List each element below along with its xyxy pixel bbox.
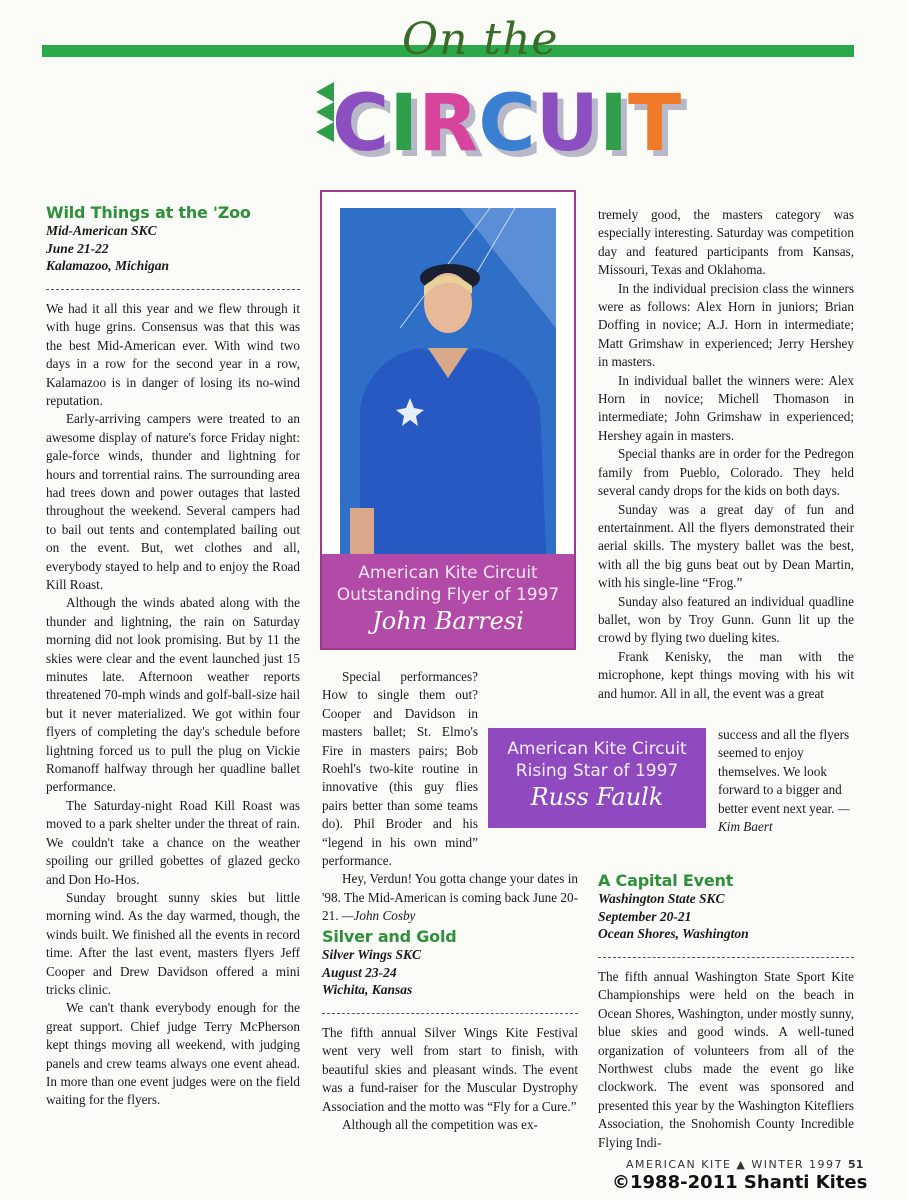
section-title-circuit	[332, 72, 682, 169]
event-date: September 20-21	[598, 908, 692, 924]
rising-name: Russ Faulk	[530, 783, 664, 811]
paragraph: We had it all this year and we flew through it with huge grins. Consensus was that this was the best Mid-American ever. With wind two days in a row for the second year in a row, Kalamazoo is in danger of losing its no-wind reputation.	[46, 300, 300, 408]
rising-star-box	[488, 728, 706, 828]
divider	[598, 957, 854, 958]
caption-line-1: American Kite Circuit	[358, 563, 538, 583]
circuit-letter: I	[389, 79, 419, 169]
byline: —John Cosby	[341, 908, 416, 924]
event-location: Kalamazoo, Michigan	[46, 258, 170, 274]
event-location: Wichita, Kansas	[322, 982, 413, 998]
magazine-name: AMERICAN KITE	[626, 1158, 732, 1171]
circuit-letter: R	[418, 79, 479, 169]
event-location: Ocean Shores, Washington	[598, 926, 749, 942]
paragraph: tremely good, the masters category was especially interesting. Saturday was competition day and featured participants from Kansas, Missouri, Texas and Oklahoma.	[598, 207, 854, 278]
page-footer	[626, 1158, 863, 1171]
paragraph: In individual ballet the winners were: Alex Horn in novice; Michell Thomason in intermediate; John Grimshaw in experienced; Hershey again in masters.	[598, 372, 854, 443]
paragraph: The fifth annual Washington State Sport Kite Championships were held on the beach in Ocean Shores, Washington, under mostly sunny, blue skies and good winds. A well-tuned organization of volunteers from all of the Northwest clubs made the event go like clockwork. The event was sponsored and presented this year by the Washington Kitefliers Association, the Snohomish County Incredible Flying Indi-	[598, 968, 854, 1150]
byline: —Kim Baert	[718, 800, 850, 835]
paragraph: Special thanks are in order for the Pedregon family from Pueblo, Colorado. They held several candy drops for the kids on both days.	[598, 446, 854, 499]
paragraph: Sunday was a great day of fun and entertainment. All the flyers demonstrated their aerial skills. The mystery ballet was the best, with all the big guns beat out by Dean Martin, with his single-line “Frog.”	[598, 501, 854, 591]
paragraph: Early-arriving campers were treated to an awesome display of nature's force Friday night: gale-force winds, thunder and lightning for hours and torrential rains. The surrounding area had trees down and power outages that lasted throughout the weekend. Several campers had to bail out tents and contemplated bailing out on the event. But, wet clothes and all, everybody stayed to help and to enjoy the Road Kill Roast.	[46, 411, 300, 592]
person-photo-icon	[340, 208, 556, 554]
article-silver-and-gold	[322, 928, 578, 1134]
caption-name: John Barresi	[372, 607, 524, 635]
circuit-letter: C	[332, 79, 390, 169]
divider	[322, 1013, 578, 1014]
section-title-on-the: On the	[402, 14, 559, 65]
event-name: Washington State SKC	[598, 891, 725, 907]
issue: WINTER 1997	[751, 1158, 844, 1171]
paragraph-text: success and all the flyers seemed to enjoy themselves. We look forward to a bigger and better event next year.	[718, 727, 850, 816]
outstanding-flyer-caption	[322, 554, 574, 648]
paragraph: The fifth annual Silver Wings Kite Festival went very well from start to finish, with beautiful skies and pleasant winds. The event was a fund-raiser for the Muscular Dystrophy Association and the motto was “Fly for a Cure.”	[322, 1024, 578, 1114]
page-number: 51	[848, 1158, 864, 1171]
paragraph-text: Hey, Verdun! You gotta change your dates in '98. The Mid-American is coming back June 20-21.	[322, 871, 578, 924]
rising-line-2: Rising Star of 1997	[515, 761, 679, 781]
article-title: Silver and Gold	[322, 927, 457, 946]
event-date: August 23-24	[322, 964, 397, 980]
divider	[46, 289, 300, 290]
article-title: A Capital Event	[598, 871, 734, 890]
article-capital-event	[598, 872, 854, 1152]
paragraph: Sunday brought sunny skies but little morning wind. As the day warmed, though, the winds built. We finished all the events in record time. After the last event, masters flyers Jeff Cooper and Drew Davidson offered a mini tricks clinic.	[46, 889, 300, 997]
rising-line-1: American Kite Circuit	[507, 739, 687, 759]
triangle-icon: ▲	[736, 1158, 747, 1171]
circuit-letter: I	[598, 79, 628, 169]
paragraph	[322, 870, 578, 925]
article-title: Wild Things at the 'Zoo	[46, 203, 251, 222]
paragraph: Although the winds abated along with the thunder and lightning, the rain on Saturday morning did not look promising. But by 11 the skies were clear and the event launched just 15 minutes late. Afternoon weather reports threatened 70-mph winds and golf-ball-size hail but it never materialized. We got within four flyers of completing the day's schedule before lightning forced us to pull the plug on Vickie Romanoff halfway through her quadline ballet performance.	[46, 595, 300, 795]
paragraph: The Saturday-night Road Kill Roast was moved to a park shelter under the threat of rain. We couldn't take a chance on the weather spoiling our grilled gobettes of glazed gecko and Don Ho-Hos.	[46, 797, 300, 887]
article-wild-things	[46, 204, 300, 1110]
paragraph: We can't thank everybody enough for the great support. Chief judge Terry McPherson kept things moving all weekend, with judging panels and crew teams always one event ahead. In more than one event judges were on the field waiting for the flyers.	[46, 1000, 300, 1108]
event-name: Mid-American SKC	[46, 223, 157, 239]
event-date: June 21-22	[46, 240, 109, 256]
article-silver-and-gold-continued	[598, 206, 854, 703]
event-name: Silver Wings SKC	[322, 947, 422, 963]
paragraph: Although all the competition was ex-	[342, 1116, 538, 1132]
paragraph: Special performances? How to single them out? Cooper and Davidson in masters ballet; St. Elmo's Fire in masters pairs; Bob Roehl's two-kite routine in innovative (this guy flies pairs better than some teams do). Phil Broder and his “legend in his own mind” performance.	[322, 668, 578, 870]
circuit-letter: C	[478, 79, 536, 169]
photo-feature-box	[320, 190, 576, 650]
wrap-text-block	[718, 726, 854, 836]
paragraph: Frank Kenisky, the man with the microphone, kept things moving with his wit and humor. All in all, the event was a great	[598, 648, 854, 701]
circuit-letter: U	[535, 79, 599, 169]
caption-line-2: Outstanding Flyer of 1997	[336, 585, 560, 605]
paragraph: In the individual precision class the winners were as follows: Alex Horn in juniors; Brian Doffing in novice; A.J. Horn in intermediate; Matt Grimshaw in experienced; Jerry Hershey in masters.	[598, 280, 854, 370]
flyer-photo	[340, 208, 556, 554]
paragraph: Sunday also featured an individual quadline ballet, won by Troy Gunn. Gunn lit up the crowd by flying two dueling kites.	[598, 593, 854, 646]
circuit-letter: T	[627, 79, 682, 169]
copyright-watermark: ©1988-2011 Shanti Kites	[612, 1172, 868, 1193]
